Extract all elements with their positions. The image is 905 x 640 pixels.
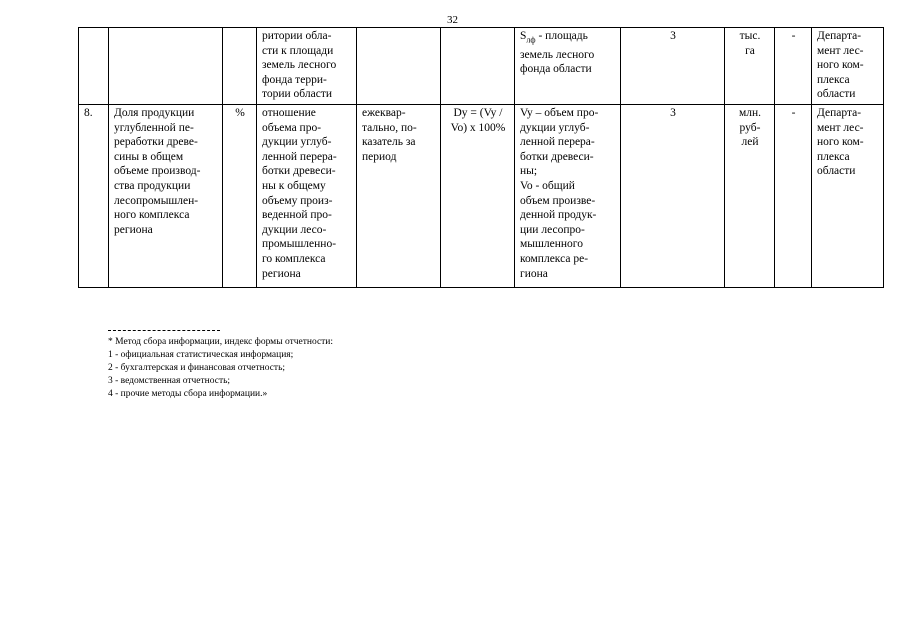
text-line: плекса xyxy=(817,73,850,86)
cell-formula xyxy=(441,105,515,288)
text-line: земель лесного xyxy=(262,59,337,72)
symbol-s: S xyxy=(520,30,527,42)
footnote-title-text: Метод сбора информации, индекс формы отчетности: xyxy=(115,337,334,347)
text-line: ленной перера- xyxy=(520,136,595,149)
text-line: млн. xyxy=(738,107,762,119)
cell-measure-units xyxy=(725,28,775,105)
cell-measure-units xyxy=(725,105,775,288)
text-line: промышленно- xyxy=(262,238,337,251)
text-line: тально, по- xyxy=(362,121,417,134)
text-line: ного ком- xyxy=(817,59,864,72)
cell-extra: - xyxy=(775,28,812,105)
text-line: реработки древе- xyxy=(114,136,198,149)
text-line: Vy – объем про- xyxy=(520,107,599,119)
text-line: объему произ- xyxy=(262,194,333,207)
text-line: Департа- xyxy=(817,107,862,119)
text-line: га xyxy=(745,44,755,57)
text-line: дукции углуб- xyxy=(520,121,590,134)
text-line: лей xyxy=(741,136,759,149)
text-line: мышленного xyxy=(520,238,583,251)
text-line: объеме производ- xyxy=(114,165,201,178)
cell-basic-indicators xyxy=(515,105,621,288)
text-line: тыс. xyxy=(739,30,761,42)
text-line: дукции углуб- xyxy=(262,136,332,149)
text-line: го комплекса xyxy=(262,252,326,265)
text-line: казатель за xyxy=(362,136,416,149)
indicators-table xyxy=(78,27,884,288)
cell-indicator-name xyxy=(109,28,223,105)
text-line: руб- xyxy=(739,121,761,134)
text-line xyxy=(520,29,616,48)
page-number: 32 xyxy=(447,14,458,26)
text-line: объема про- xyxy=(262,121,322,134)
table-row xyxy=(79,105,884,288)
footnote-item: 3 - ведомственная отчетность; xyxy=(108,376,231,386)
text-line: сины в общем xyxy=(114,150,184,163)
text-line: ного комплекса xyxy=(114,209,190,222)
cell-periodicity xyxy=(357,28,441,105)
footnote-title xyxy=(108,336,333,349)
text-line: сти к площади xyxy=(262,44,334,57)
text-line: ритории обла- xyxy=(262,30,332,42)
text-line: ленной перера- xyxy=(262,150,337,163)
text-line: ции лесопро- xyxy=(520,223,585,236)
text-line: ны; xyxy=(520,165,538,178)
text-line: региона xyxy=(262,267,301,280)
cell-basic-indicators xyxy=(515,28,621,105)
text-line: лесопромышлен- xyxy=(114,194,199,207)
cell-collection-method: 3 xyxy=(621,105,725,288)
cell-responsible xyxy=(812,105,884,288)
text-line: Dy = (Vy / xyxy=(453,107,503,119)
text-line: Vo - общий xyxy=(520,179,575,192)
text-line: области xyxy=(817,165,856,178)
cell-indicator-name xyxy=(109,105,223,288)
text-line: ежеквар- xyxy=(362,107,406,119)
text-line: ны к общему xyxy=(262,179,326,192)
table-row xyxy=(79,28,884,105)
text-line: углубленной пе- xyxy=(114,121,194,134)
text-line: Доля продукции xyxy=(114,107,195,119)
text-line: тории области xyxy=(262,88,332,101)
text-line: ботки древеси- xyxy=(262,165,336,178)
text-line: веденной про- xyxy=(262,209,332,222)
text-line: Департа- xyxy=(817,30,862,42)
text-line: комплекса ре- xyxy=(520,252,589,265)
cell-periodicity xyxy=(357,105,441,288)
cell-definition xyxy=(257,28,357,105)
footnote-marker: * xyxy=(108,337,113,347)
text-line: объем произве- xyxy=(520,194,596,207)
cell-number xyxy=(79,28,109,105)
footnotes xyxy=(108,330,333,401)
cell-collection-method: 3 xyxy=(621,28,725,105)
cell-unit: % xyxy=(223,105,257,288)
text-line: фонда области xyxy=(520,63,592,76)
cell-number: 8. xyxy=(79,105,109,288)
text-line: гиона xyxy=(520,267,548,280)
text-line: ботки древеси- xyxy=(520,150,594,163)
text-line: Vo) x 100% xyxy=(450,121,506,134)
text-line: мент лес- xyxy=(817,44,864,57)
symbol-subscript: лф xyxy=(526,35,536,45)
footnote-separator xyxy=(108,330,220,331)
text-line: земель лесного xyxy=(520,48,595,61)
text-line: плекса xyxy=(817,150,850,163)
text-fragment: - площадь xyxy=(535,30,588,42)
text-line: отношение xyxy=(262,107,316,119)
text-line: ства продукции xyxy=(114,179,191,192)
text-line: денной продук- xyxy=(520,209,597,222)
cell-definition xyxy=(257,105,357,288)
text-line: ного ком- xyxy=(817,136,864,149)
text-line: региона xyxy=(114,223,153,236)
footnote-item: 2 - бухгалтерская и финансовая отчетность; xyxy=(108,363,286,373)
footnote-item: 4 - прочие методы сбора информации.» xyxy=(108,389,268,399)
footnote-item: 1 - официальная статистическая информация; xyxy=(108,350,294,360)
text-line: области xyxy=(817,88,856,101)
text-line: период xyxy=(362,150,397,163)
cell-unit xyxy=(223,28,257,105)
text-line: фонда терри- xyxy=(262,73,327,86)
cell-responsible xyxy=(812,28,884,105)
cell-formula xyxy=(441,28,515,105)
cell-extra: - xyxy=(775,105,812,288)
text-line: мент лес- xyxy=(817,121,864,134)
text-line: дукции лесо- xyxy=(262,223,327,236)
